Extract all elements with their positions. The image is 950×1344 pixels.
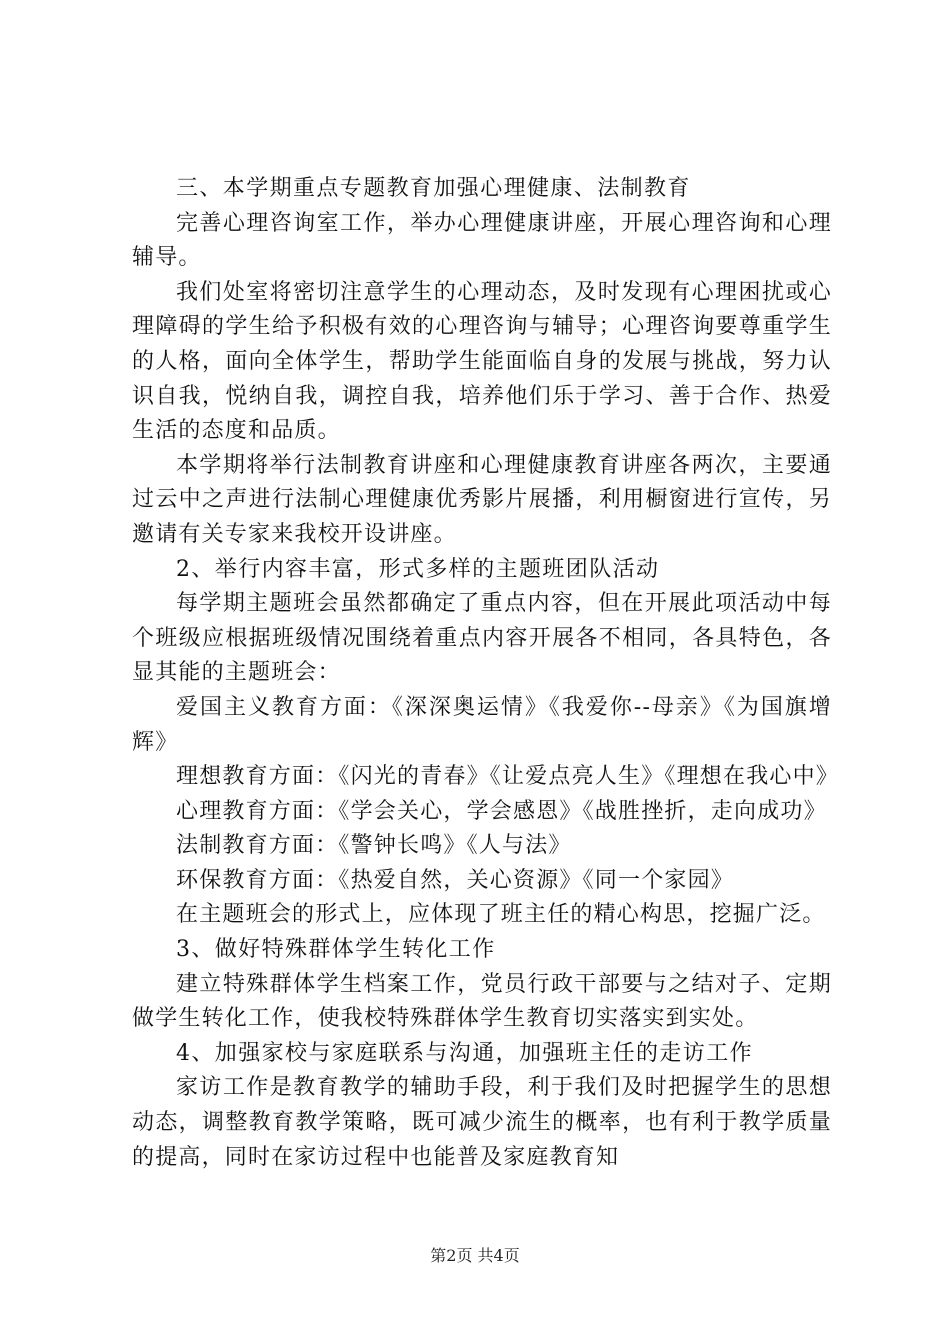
paragraph-counseling-room: 完善心理咨询室工作，举办心理健康讲座，开展心理咨询和心理辅导。 [132, 210, 832, 271]
section-heading-class-activities: 2、举行内容丰富，形式多样的主题班团队活动 [176, 556, 660, 582]
paragraph-home-visits: 家访工作是教育教学的辅助手段，利于我们及时把握学生的思想动态，调整教育教学策略，既可减少流生的概率，也有利于教学质量的提高，同时在家访过程中也能普及家庭教育知 [132, 1075, 832, 1170]
paragraph-patriotism-topics: 爱国主义教育方面：《深深奥运情》《我爱你--母亲》《为国旗增辉》 [132, 694, 832, 755]
section-heading-special-groups: 3、做好特殊群体学生转化工作 [176, 937, 496, 963]
paragraph-special-groups: 建立特殊群体学生档案工作，党员行政干部要与之结对子、定期做学生转化工作，使我校特殊群体学生教育切实落实到实处。 [132, 971, 832, 1032]
paragraph-lectures: 本学期将举行法制教育讲座和心理健康教育讲座各两次，主要通过云中之声进行法制心理健康优秀影片展播，利用橱窗进行宣传，另邀请有关专家来我校开设讲座。 [132, 452, 832, 547]
paragraph-law-topics: 法制教育方面：《警钟长鸣》《人与法》 [176, 833, 572, 859]
section-heading-psychology-law: 三、本学期重点专题教育加强心理健康、法制教育 [176, 176, 691, 201]
paragraph-psychology-topics: 心理教育方面：《学会关心，学会感恩》《战胜挫折，走向成功》 [176, 798, 827, 824]
paragraph-meeting-format: 在主题班会的形式上，应体现了班主任的精心构思，挖掘广泛。 [176, 902, 826, 928]
paragraph-ideals-topics: 理想教育方面：《闪光的青春》《让爱点亮人生》《理想在我心中》 [176, 764, 840, 790]
paragraph-class-meetings: 每学期主题班会虽然都确定了重点内容，但在开展此项活动中每个班级应根据班级情况围绕着重点内容开展各不相同，各具特色，各显其能的主题班会： [132, 591, 832, 686]
section-heading-home-visits: 4、加强家校与家庭联系与沟通，加强班主任的走访工作 [176, 1040, 753, 1066]
document-body [132, 172, 840, 1175]
page-number-footer: 第2页 共4页 [430, 1246, 520, 1265]
paragraph-psychological-care: 我们处室将密切注意学生的心理动态，及时发现有心理困扰或心理障碍的学生给予积极有效的心理咨询与辅导；心理咨询要尊重学生的人格，面向全体学生，帮助学生能面临自身的发展与挑战，努力认识自我，悦纳自我，调控自我，培养他们乐于学习、善于合作、热爱生活的态度和品质。 [132, 279, 832, 444]
paragraph-environment-topics: 环保教育方面：《热爱自然，关心资源》《同一个家园》 [176, 867, 735, 893]
